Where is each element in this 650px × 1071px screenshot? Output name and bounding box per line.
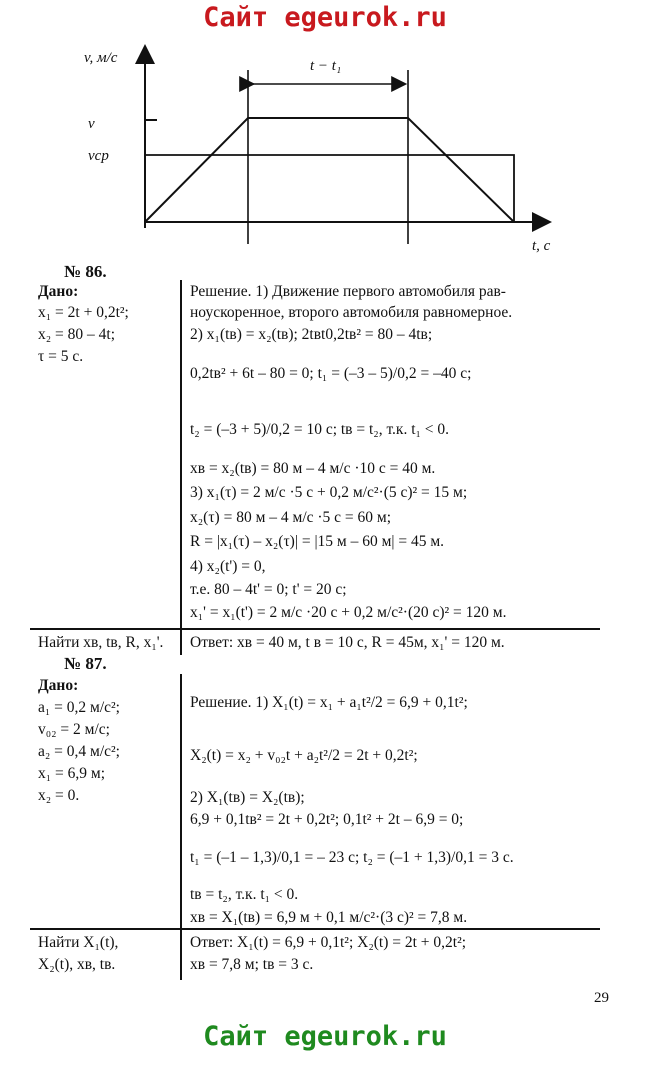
- problem-86-solution-6: xв = x₂(tв) = 80 м – 4 м/с ·10 с = 40 м.: [190, 460, 436, 477]
- problem-86-solution-4: 0,2tв² + 6t – 80 = 0; t₁ = (–3 – 5)/0,2 = –40 с;: [190, 365, 472, 382]
- problem-87-answer-1: Ответ: X₁(t) = 6,9 + 0,1t²; X₂(t) = 2t + 0,2t²;: [190, 934, 467, 951]
- problem-86-given-title: Дано:: [38, 283, 79, 300]
- problem-87-solution-5: t₁ = (–1 – 1,3)/0,1 = – 23 с; t₂ = (–1 + 1,3)/0,1 = 3 с.: [190, 849, 514, 866]
- problem-86-solution-1: Решение. 1) Движение первого автомобиля рав-: [190, 283, 506, 300]
- problem-86-solution-3: 2) x₁(tв) = x₂(tв); 2tвt0,2tв² = 80 – 4tв;: [190, 326, 433, 343]
- problem-87-given-3: a₂ = 0,4 м/с²;: [38, 743, 120, 760]
- problem-87-divider-vertical: [180, 674, 182, 980]
- problem-86-solution-2: ноускоренное, второго автомобиля равномерное.: [190, 304, 513, 321]
- problem-87-given-4: x₁ = 6,9 м;: [38, 765, 106, 782]
- problem-86-solution-5: t₂ = (–3 + 5)/0,2 = 10 с; tв = t₂, т.к. t₁ < 0.: [190, 421, 450, 438]
- problem-86-solution-11: т.е. 80 – 4t' = 0; t' = 20 с;: [190, 581, 347, 598]
- v-label: v: [88, 116, 95, 132]
- problem-87-divider-horizontal: [30, 928, 600, 930]
- problem-86-solution-12: x₁' = x₁(t') = 2 м/с ·20 с + 0,2 м/с²·(20 с)² = 120 м.: [190, 604, 507, 621]
- velocity-time-graph: [0, 0, 650, 270]
- problem-86-solution-10: 4) x₂(t') = 0,: [190, 558, 266, 575]
- site-header-watermark: Сайт egeurok.ru: [203, 2, 447, 33]
- problem-86-given-1: x₁ = 2t + 0,2t²;: [38, 304, 129, 321]
- vcp-label: vср: [88, 148, 109, 164]
- x-axis-label: t, c: [532, 238, 551, 254]
- problem-86-number: № 86.: [64, 262, 107, 281]
- problem-87-solution-2: X₂(t) = x₂ + v₀₂t + a₂t²/2 = 2t + 0,2t²;: [190, 747, 418, 764]
- problem-87-given-1: a₁ = 0,2 м/с²;: [38, 699, 120, 716]
- problem-86-divider-horizontal: [30, 628, 600, 630]
- page-number: 29: [594, 990, 609, 1006]
- problem-87-solution-1: Решение. 1) X₁(t) = x₁ + a₁t²/2 = 6,9 + 0,1t²;: [190, 694, 468, 711]
- problem-86-given-3: τ = 5 с.: [38, 348, 84, 365]
- problem-87-answer-2: xв = 7,8 м; tв = 3 с.: [190, 956, 314, 973]
- problem-87-solution-3: 2) X₁(tв) = X₂(tв);: [190, 789, 305, 806]
- problem-87-given-2: v₀₂ = 2 м/с;: [38, 721, 110, 738]
- problem-87-solution-7: xв = X₁(tв) = 6,9 м + 0,1 м/с²·(3 с)² = 7,8 м.: [190, 909, 468, 926]
- y-axis-label: v, м/с: [84, 50, 118, 66]
- problem-87-solution-6: tв = t₂, т.к. t₁ < 0.: [190, 886, 299, 903]
- problem-87-find-2: X₂(t), xв, tв.: [38, 956, 116, 973]
- problem-86-given-2: x₂ = 80 – 4t;: [38, 326, 116, 343]
- problem-86-solution-9: R = |x₁(τ) – x₂(τ)| = |15 м – 60 м| = 45 м.: [190, 533, 445, 550]
- problem-87-number: № 87.: [64, 654, 107, 673]
- problem-86-solution-7: 3) x₁(τ) = 2 м/с ·5 с + 0,2 м/с²·(5 с)² = 15 м;: [190, 484, 468, 501]
- problem-86-divider-vertical: [180, 280, 182, 655]
- problem-87-given-title: Дано:: [38, 677, 79, 694]
- problem-87-find-1: Найти X₁(t),: [38, 934, 119, 951]
- interval-label: t − t₁: [310, 58, 342, 74]
- site-footer-watermark: Сайт egeurok.ru: [203, 1021, 447, 1052]
- problem-87-given-5: x₂ = 0.: [38, 787, 80, 804]
- problem-86-find: Найти xв, tв, R, x₁'.: [38, 634, 164, 651]
- velocity-profile: [145, 118, 514, 222]
- problem-87-solution-4: 6,9 + 0,1tв² = 2t + 0,2t²; 0,1t² + 2t – 6,9 = 0;: [190, 811, 464, 828]
- problem-86-solution-8: x₂(τ) = 80 м – 4 м/с ·5 с = 60 м;: [190, 509, 392, 526]
- problem-86-answer: Ответ: xв = 40 м, t в = 10 с, R = 45м, x₁' = 120 м.: [190, 634, 505, 651]
